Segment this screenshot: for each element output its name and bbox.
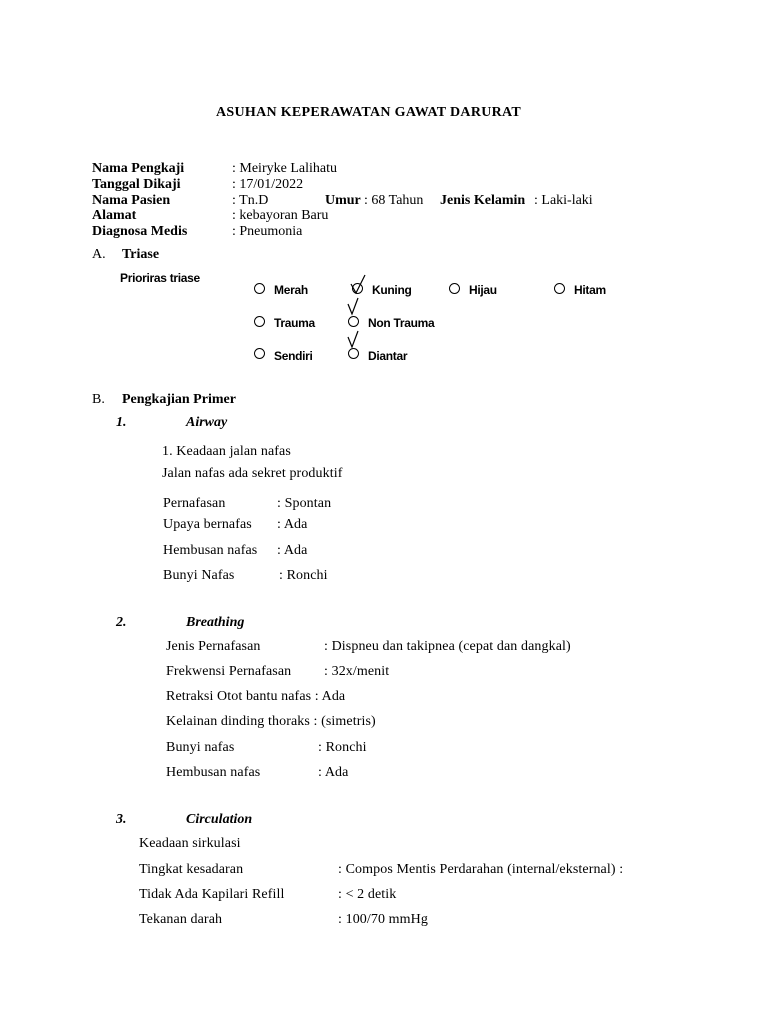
hijau-radio[interactable] <box>449 283 460 294</box>
breathing-number: 2. <box>116 615 127 630</box>
kapilari-label: Tidak Ada Kapilari Refill <box>139 887 285 902</box>
kuning-label: Kuning <box>372 283 412 297</box>
tingkat-kesadaran-label: Tingkat kesadaran <box>139 862 244 877</box>
tingkat-kesadaran-value: : Compos Mentis Perdarahan (internal/eksternal) : <box>338 862 624 877</box>
kapilari-value: : < 2 detik <box>338 887 397 902</box>
hembusan-label: Hembusan nafas <box>163 543 258 558</box>
tekanan-darah-label: Tekanan darah <box>139 912 223 927</box>
check-mark-icon <box>346 296 362 318</box>
sendiri-radio[interactable] <box>254 348 265 359</box>
hembusan-nafas-label: Hembusan nafas <box>166 765 261 780</box>
section-b-letter: B. <box>92 392 105 407</box>
bunyi-nafas-value: : Ronchi <box>318 740 367 755</box>
upaya-label: Upaya bernafas <box>163 517 252 532</box>
jenis-kelamin-label: Jenis Kelamin <box>440 193 526 208</box>
bunyi-label: Bunyi Nafas <box>163 568 235 583</box>
pengkaji-label: Nama Pengkaji <box>92 161 185 176</box>
umur-value: : 68 Tahun <box>364 193 424 208</box>
keadaan-sirkulasi: Keadaan sirkulasi <box>139 836 241 851</box>
page-title: ASUHAN KEPERAWATAN GAWAT DARURAT <box>216 105 522 120</box>
merah-label: Merah <box>274 283 308 297</box>
upaya-value: : Ada <box>277 517 308 532</box>
sendiri-label: Sendiri <box>274 349 313 363</box>
circulation-heading: Circulation <box>186 812 253 827</box>
jenis-pernafasan-value: : Dispneu dan takipnea (cepat dan dangkal) <box>324 639 571 654</box>
airway-heading: Airway <box>186 415 228 430</box>
diagnosa-value: : Pneumonia <box>232 224 303 239</box>
tekanan-darah-value: : 100/70 mmHg <box>338 912 428 927</box>
check-mark-icon <box>348 274 370 296</box>
hembusan-value: : Ada <box>277 543 308 558</box>
jenis-pernafasan-label: Jenis Pernafasan <box>166 639 261 654</box>
kelainan-line: Kelainan dinding thoraks : (simetris) <box>166 714 376 729</box>
hitam-label: Hitam <box>574 283 606 297</box>
bunyi-nafas-label: Bunyi nafas <box>166 740 235 755</box>
non-trauma-label: Non Trauma <box>368 316 435 330</box>
circulation-number: 3. <box>116 812 127 827</box>
umur-label: Umur <box>325 193 361 208</box>
tanggal-label: Tanggal Dikaji <box>92 177 181 192</box>
alamat-label: Alamat <box>92 208 137 223</box>
triase-heading: Triase <box>122 247 160 262</box>
merah-radio[interactable] <box>254 283 265 294</box>
frekwensi-label: Frekwensi Pernafasan <box>166 664 292 679</box>
pengkajian-primer-heading: Pengkajian Primer <box>122 392 236 407</box>
alamat-value: : kebayoran Baru <box>232 208 329 223</box>
bunyi-value: : Ronchi <box>279 568 328 583</box>
prioritas-triase-label: Prioriras triase <box>120 271 200 285</box>
pasien-value: : Tn.D <box>232 193 269 208</box>
breathing-heading: Breathing <box>186 615 245 630</box>
jenis-kelamin-value: : Laki-laki <box>534 193 593 208</box>
section-a-letter: A. <box>92 247 106 262</box>
retraksi-line: Retraksi Otot bantu nafas : Ada <box>166 689 346 704</box>
trauma-label: Trauma <box>274 316 315 330</box>
pengkaji-value: : Meiryke Lalihatu <box>232 161 337 176</box>
hitam-radio[interactable] <box>554 283 565 294</box>
frekwensi-value: : 32x/menit <box>324 664 390 679</box>
trauma-radio[interactable] <box>254 316 265 327</box>
airway-line2: Jalan nafas ada sekret produktif <box>162 466 343 481</box>
pasien-label: Nama Pasien <box>92 193 171 208</box>
hembusan-nafas-value: : Ada <box>318 765 349 780</box>
airway-line1: 1. Keadaan jalan nafas <box>162 444 291 459</box>
airway-number: 1. <box>116 415 127 430</box>
check-mark-icon <box>346 330 362 352</box>
pernafasan-label: Pernafasan <box>163 496 226 511</box>
hijau-label: Hijau <box>469 283 497 297</box>
pernafasan-value: : Spontan <box>277 496 332 511</box>
tanggal-value: : 17/01/2022 <box>232 177 304 192</box>
diantar-label: Diantar <box>368 349 408 363</box>
diagnosa-label: Diagnosa Medis <box>92 224 188 239</box>
